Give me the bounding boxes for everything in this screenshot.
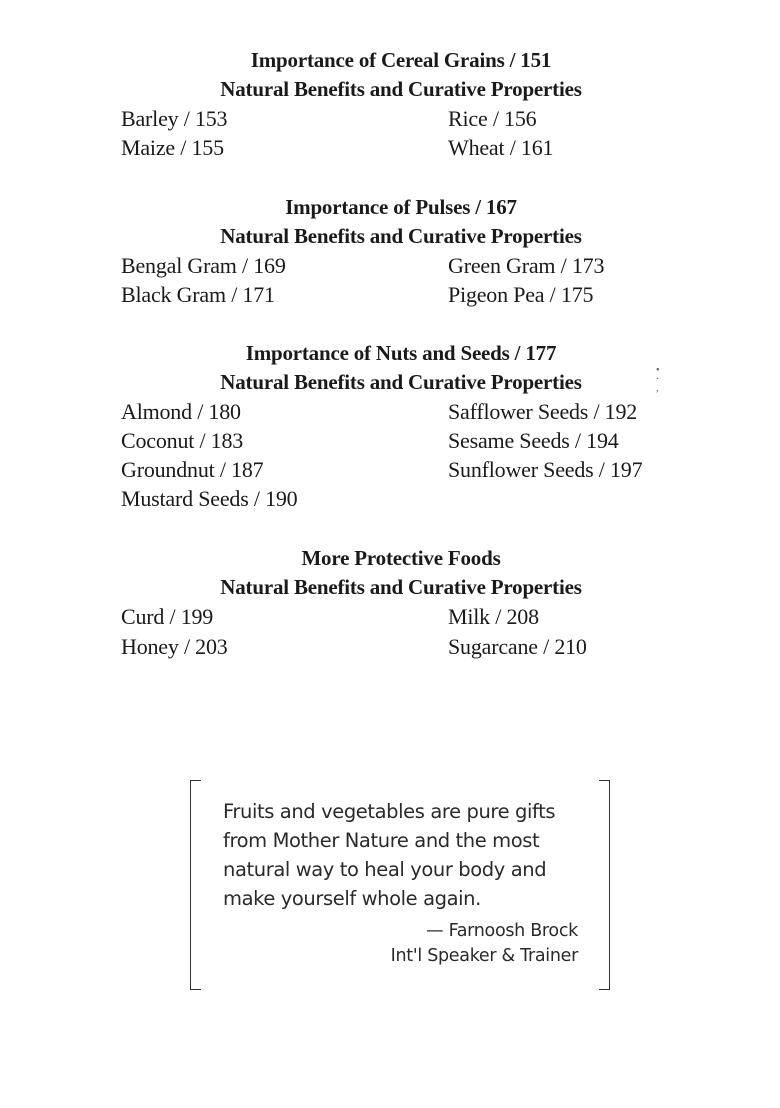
toc-entry: Honey / 203 xyxy=(121,634,228,659)
quote-line: from Mother Nature and the most xyxy=(223,829,540,852)
section-title: More Protective Foods xyxy=(301,546,501,570)
section-subtitle: Natural Benefits and Curative Properties xyxy=(220,370,582,394)
toc-entry: Sugarcane / 210 xyxy=(448,634,587,659)
toc-entry: Sunflower Seeds / 197 xyxy=(448,457,643,482)
quote-line: make yourself whole again. xyxy=(223,887,481,910)
section-title: Importance of Nuts and Seeds / 177 xyxy=(245,341,557,365)
toc-entry: Groundnut / 187 xyxy=(121,457,264,482)
scan-artifact: • · , xyxy=(656,365,660,394)
toc-entry: Safflower Seeds / 192 xyxy=(448,399,638,424)
quote-line: Fruits and vegetables are pure gifts xyxy=(223,800,556,823)
toc-entry: Milk / 208 xyxy=(448,604,539,629)
right-bracket xyxy=(599,780,610,990)
toc-entry: Sesame Seeds / 194 xyxy=(448,428,619,453)
toc-entry: Mustard Seeds / 190 xyxy=(121,486,298,511)
quote-box xyxy=(190,780,610,990)
quote-line: natural way to heal your body and xyxy=(223,858,547,881)
toc-entry: Bengal Gram / 169 xyxy=(121,253,286,278)
section-subtitle: Natural Benefits and Curative Properties xyxy=(220,77,582,101)
toc-entry: Rice / 156 xyxy=(448,106,537,131)
toc-entry: Coconut / 183 xyxy=(121,428,244,453)
toc-entry: Wheat / 161 xyxy=(448,135,554,160)
quote-author: — Farnoosh Brock xyxy=(426,921,578,941)
toc-entry: Curd / 199 xyxy=(121,604,214,629)
left-bracket xyxy=(190,780,201,990)
toc-entry: Black Gram / 171 xyxy=(121,282,275,307)
toc-entry: Almond / 180 xyxy=(121,399,241,424)
section-title: Importance of Pulses / 167 xyxy=(285,195,517,219)
quote-author-title: Int'l Speaker & Trainer xyxy=(390,946,578,966)
section-subtitle: Natural Benefits and Curative Properties xyxy=(220,224,582,248)
toc-entry: Pigeon Pea / 175 xyxy=(448,282,594,307)
section-subtitle: Natural Benefits and Curative Properties xyxy=(220,575,582,599)
section-title: Importance of Cereal Grains / 151 xyxy=(250,48,552,72)
toc-entry: Barley / 153 xyxy=(121,106,228,131)
toc-entry: Green Gram / 173 xyxy=(448,253,605,278)
toc-entry: Maize / 155 xyxy=(121,135,224,160)
